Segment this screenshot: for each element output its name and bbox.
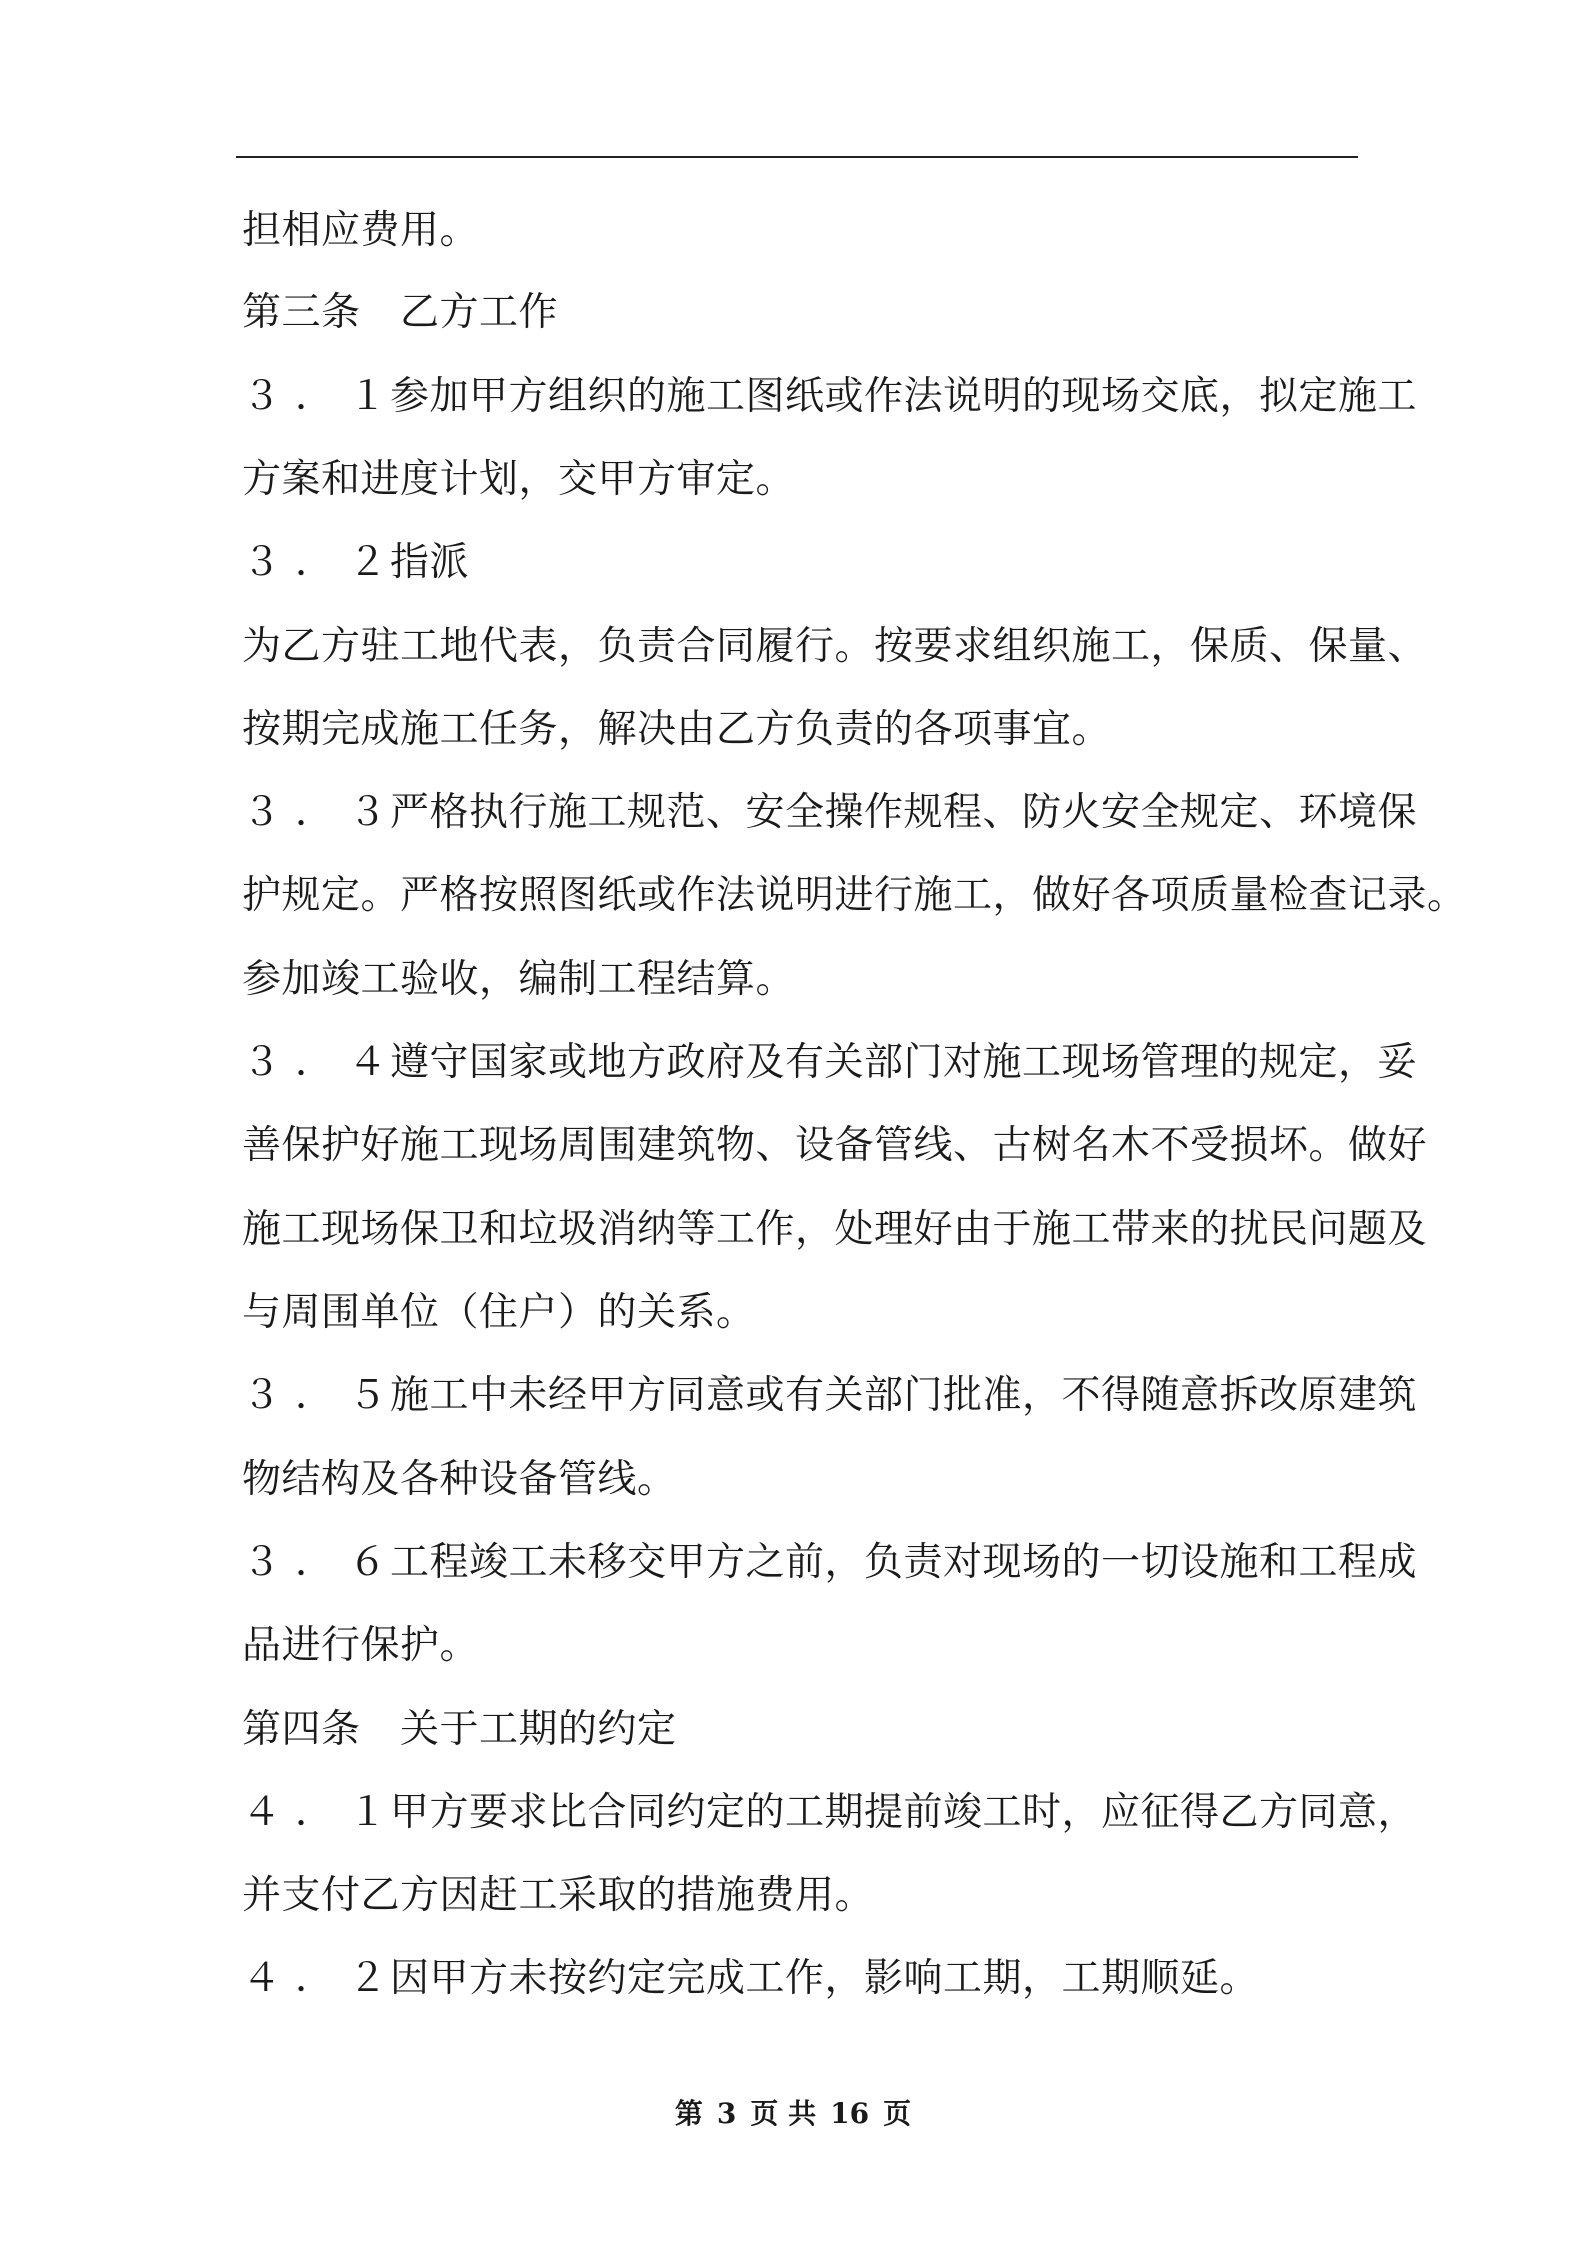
line-text: 指派 bbox=[390, 540, 470, 585]
line-text: 施工现场保卫和垃圾消纳等工作，处理好由于施工带来的扰民问题及 bbox=[242, 1207, 1428, 1252]
text-line bbox=[242, 1623, 480, 1668]
clause-line bbox=[242, 1373, 1418, 1418]
header-rule bbox=[236, 156, 1358, 158]
clause-line bbox=[242, 790, 1418, 835]
clause-number: ３．６ bbox=[242, 1540, 402, 1585]
line-text: 方案和进度计划，交甲方审定。 bbox=[242, 457, 796, 502]
line-text: 参加竣工验收，编制工程结算。 bbox=[242, 957, 796, 1002]
clause-number: ４．１ bbox=[242, 1790, 402, 1835]
line-text: 担相应费用。 bbox=[242, 208, 480, 253]
clause-line bbox=[242, 1956, 1260, 2001]
clause-number: ３．４ bbox=[242, 1040, 402, 1085]
text-line bbox=[242, 1290, 756, 1335]
footer-suffix: 页 bbox=[883, 2097, 912, 2130]
text-line bbox=[242, 208, 480, 253]
line-text: 品进行保护。 bbox=[242, 1623, 480, 1668]
footer-prefix: 第 bbox=[674, 2097, 703, 2130]
clause-line bbox=[242, 374, 1418, 419]
line-text: 善保护好施工现场周围建筑物、设备管线、古树名木不受损坏。做好 bbox=[242, 1123, 1428, 1168]
clause-line bbox=[242, 1040, 1418, 1085]
clause-number: ３．５ bbox=[242, 1373, 402, 1418]
line-text: 按期完成施工任务，解决由乙方负责的各项事宜。 bbox=[242, 707, 1112, 752]
line-text: 甲方要求比合同约定的工期提前竣工时，应征得乙方同意， bbox=[390, 1790, 1418, 1835]
clause-number: ３．３ bbox=[242, 790, 402, 835]
text-line bbox=[242, 957, 796, 1002]
line-text: 与周围单位（住户）的关系。 bbox=[242, 1290, 756, 1335]
line-text: 物结构及各种设备管线。 bbox=[242, 1457, 677, 1502]
clause-number: ３．１ bbox=[242, 374, 402, 419]
text-line bbox=[242, 707, 1112, 752]
clause-line bbox=[242, 1540, 1418, 1585]
text-line bbox=[242, 1123, 1428, 1168]
line-text: 护规定。严格按照图纸或作法说明进行施工，做好各项质量检查记录。 bbox=[242, 873, 1467, 918]
line-text: 遵守国家或地方政府及有关部门对施工现场管理的规定，妥 bbox=[390, 1040, 1418, 1085]
text-line bbox=[242, 1207, 1428, 1252]
footer-middle: 页 共 bbox=[750, 2097, 817, 2130]
current-page-number: 3 bbox=[716, 2097, 737, 2130]
line-text: 第三条 乙方工作 bbox=[242, 290, 559, 335]
line-text: 第四条 关于工期的约定 bbox=[242, 1707, 677, 1752]
line-text: 因甲方未按约定完成工作，影响工期，工期顺延。 bbox=[390, 1956, 1260, 2001]
clause-line bbox=[242, 1790, 1418, 1835]
line-text: 为乙方驻工地代表，负责合同履行。按要求组织施工，保质、保量、 bbox=[242, 624, 1428, 669]
line-text: 参加甲方组织的施工图纸或作法说明的现场交底，拟定施工 bbox=[390, 374, 1418, 419]
line-text: 工程竣工未移交甲方之前，负责对现场的一切设施和工程成 bbox=[390, 1540, 1418, 1585]
line-text: 并支付乙方因赶工采取的措施费用。 bbox=[242, 1873, 875, 1918]
clause-line bbox=[242, 540, 470, 585]
clause-number: ４．２ bbox=[242, 1956, 402, 2001]
section-heading bbox=[242, 290, 559, 335]
line-text: 严格执行施工规范、安全操作规程、防火安全规定、环境保 bbox=[390, 790, 1418, 835]
text-line bbox=[242, 873, 1467, 918]
section-heading bbox=[242, 1707, 677, 1752]
line-text: 施工中未经甲方同意或有关部门批准，不得随意拆改原建筑 bbox=[390, 1373, 1418, 1418]
text-line bbox=[242, 457, 796, 502]
page-footer bbox=[0, 2097, 1586, 2130]
text-line bbox=[242, 1457, 677, 1502]
total-pages-number: 16 bbox=[830, 2097, 870, 2130]
clause-number: ３．２ bbox=[242, 540, 402, 585]
text-line bbox=[242, 1873, 875, 1918]
text-line bbox=[242, 624, 1428, 669]
